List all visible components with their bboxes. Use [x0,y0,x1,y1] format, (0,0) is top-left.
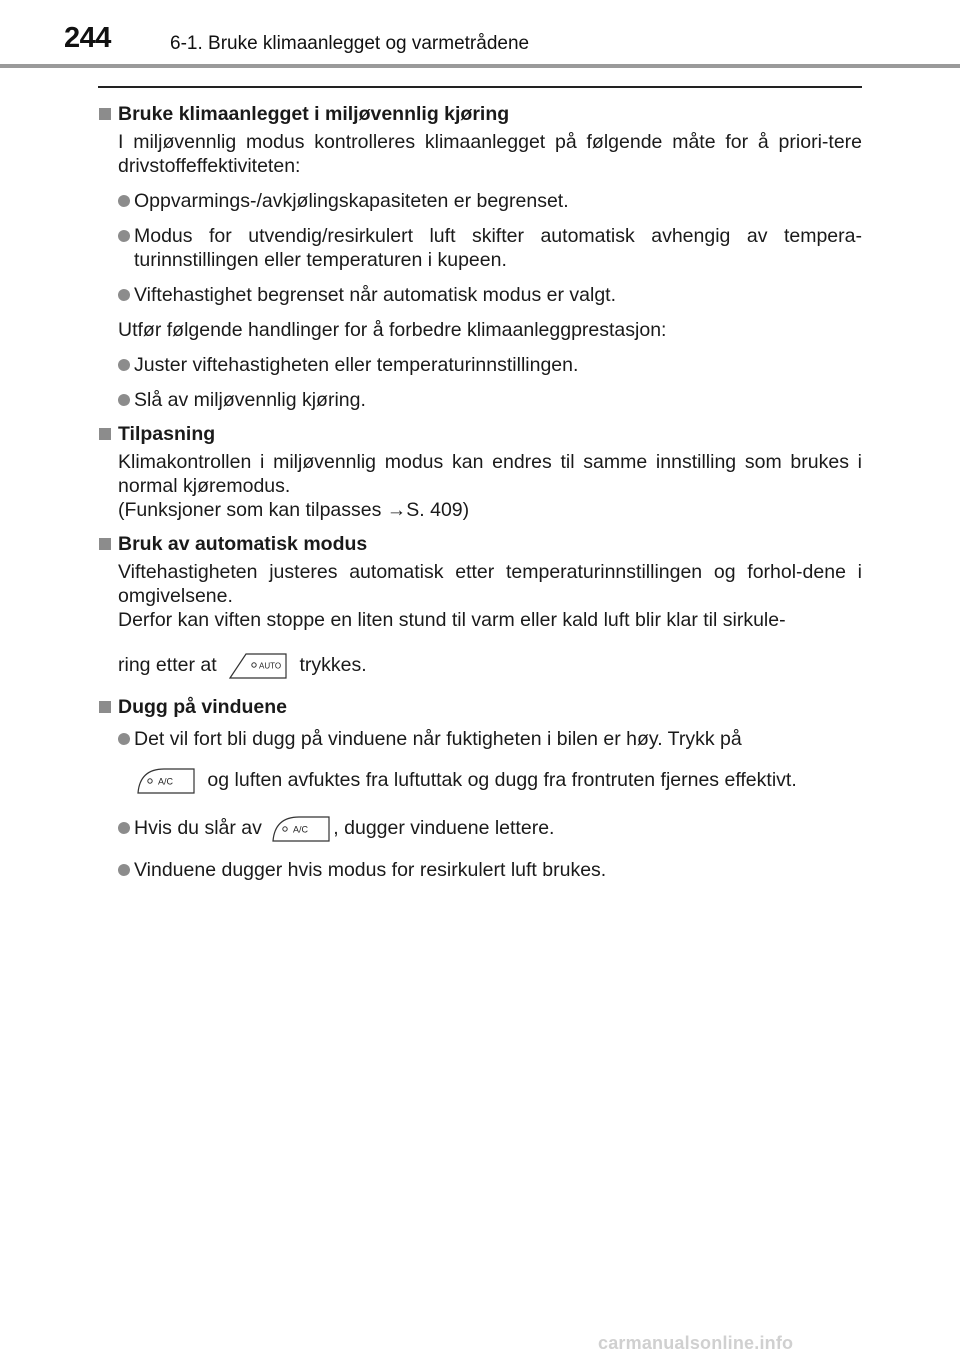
auto-button-icon [228,651,288,681]
heading-auto [98,532,862,556]
square-bullet-icon [99,108,111,120]
list-item-text: Vinduene dugger hvis modus for resirkulert luft brukes. [134,858,607,881]
section-title: 6-1. Bruke klimaanlegget og varmetrådene [170,33,530,54]
auto-line2: Derfor kan viften stoppe en liten stund til varm eller kald luft blir klar til sirkule- [118,609,786,631]
eco-perform: Utfør følgende handlinger for å forbedre klimaanleggprestasjon: [118,319,667,341]
ac-button-icon [136,766,196,796]
round-bullet-icon [118,230,130,242]
ac-button-label: A/C [293,824,309,835]
auto-line3-start: ring etter at [118,654,217,676]
heading-eco-text: Bruke klimaanlegget i miljøvennlig kjøring [118,103,510,125]
list-item-text: Det vil fort bli dugg på vinduene når fuktigheten i bilen er høy. Trykk på [134,727,742,750]
heading-eco [98,102,862,126]
content-top-rule [98,86,862,88]
round-bullet-icon [118,359,130,371]
custom-line1: Klimakontrollen i miljøvennlig modus kan endres til samme innstilling som brukes i normal kjøremodus. [118,451,862,497]
page-number: 244 [64,22,111,54]
fog-ac-line-text: og luften avfuktes fra luftuttak og dugg fra frontruten fjernes effektivt. [207,768,797,791]
auto-button-label: AUTO [259,661,282,671]
list-item [98,858,862,882]
auto-line1: Viftehastigheten justeres automatisk etter temperaturinnstillingen og forhol-dene i omgivelsene. [118,561,862,607]
page-header [0,0,960,70]
list-item-text: Viftehastighet begrenset når automatisk modus er valgt. [134,284,616,306]
list-item [98,353,862,377]
heading-custom [98,422,862,446]
ac-button-icon [271,814,331,844]
eco-intro: I miljøvennlig modus kontrolleres klimaanlegget på følgende måte for å priori-tere drivstoffeffektiviteten: [118,131,862,177]
list-item-text: Slå av miljøvennlig kjøring. [134,389,366,411]
round-bullet-icon [118,822,130,834]
list-item-text: Modus for utvendig/resirkulert luft skifter automatisk avhengig av tempera-turinnstillingen eller temperaturen i kupeen. [134,225,862,271]
ac-button-label: A/C [158,776,174,787]
heading-fog [98,695,862,719]
page-content [98,95,862,882]
auto-line3-end: trykkes. [299,654,367,676]
list-item-text: Oppvarmings-/avkjølingskapasiteten er begrenset. [134,190,569,212]
auto-line3 [98,650,862,681]
list-item [98,224,862,272]
square-bullet-icon [99,538,111,550]
watermark: carmanualsonline.info [598,1333,794,1353]
square-bullet-icon [99,701,111,713]
list-item [98,189,862,213]
square-bullet-icon [99,428,111,440]
list-item [98,727,862,751]
round-bullet-icon [118,195,130,207]
round-bullet-icon [118,864,130,876]
list-item [98,814,862,844]
fog-ac-line [98,765,862,796]
heading-fog-text: Dugg på vinduene [118,695,288,718]
heading-auto-text: Bruk av automatisk modus [118,533,368,555]
list-item-text-end: , dugger vinduene lettere. [333,816,555,839]
heading-custom-text: Tilpasning [118,423,216,445]
round-bullet-icon [118,394,130,406]
list-item-text: Juster viftehastigheten eller temperaturinnstillingen. [134,354,579,376]
custom-line2: (Funksjoner som kan tilpasses →S. 409) [118,499,470,521]
round-bullet-icon [118,733,130,745]
list-item [98,283,862,307]
round-bullet-icon [118,289,130,301]
header-divider [0,64,960,68]
list-item-text: Hvis du slår av [134,816,262,839]
list-item [98,388,862,412]
